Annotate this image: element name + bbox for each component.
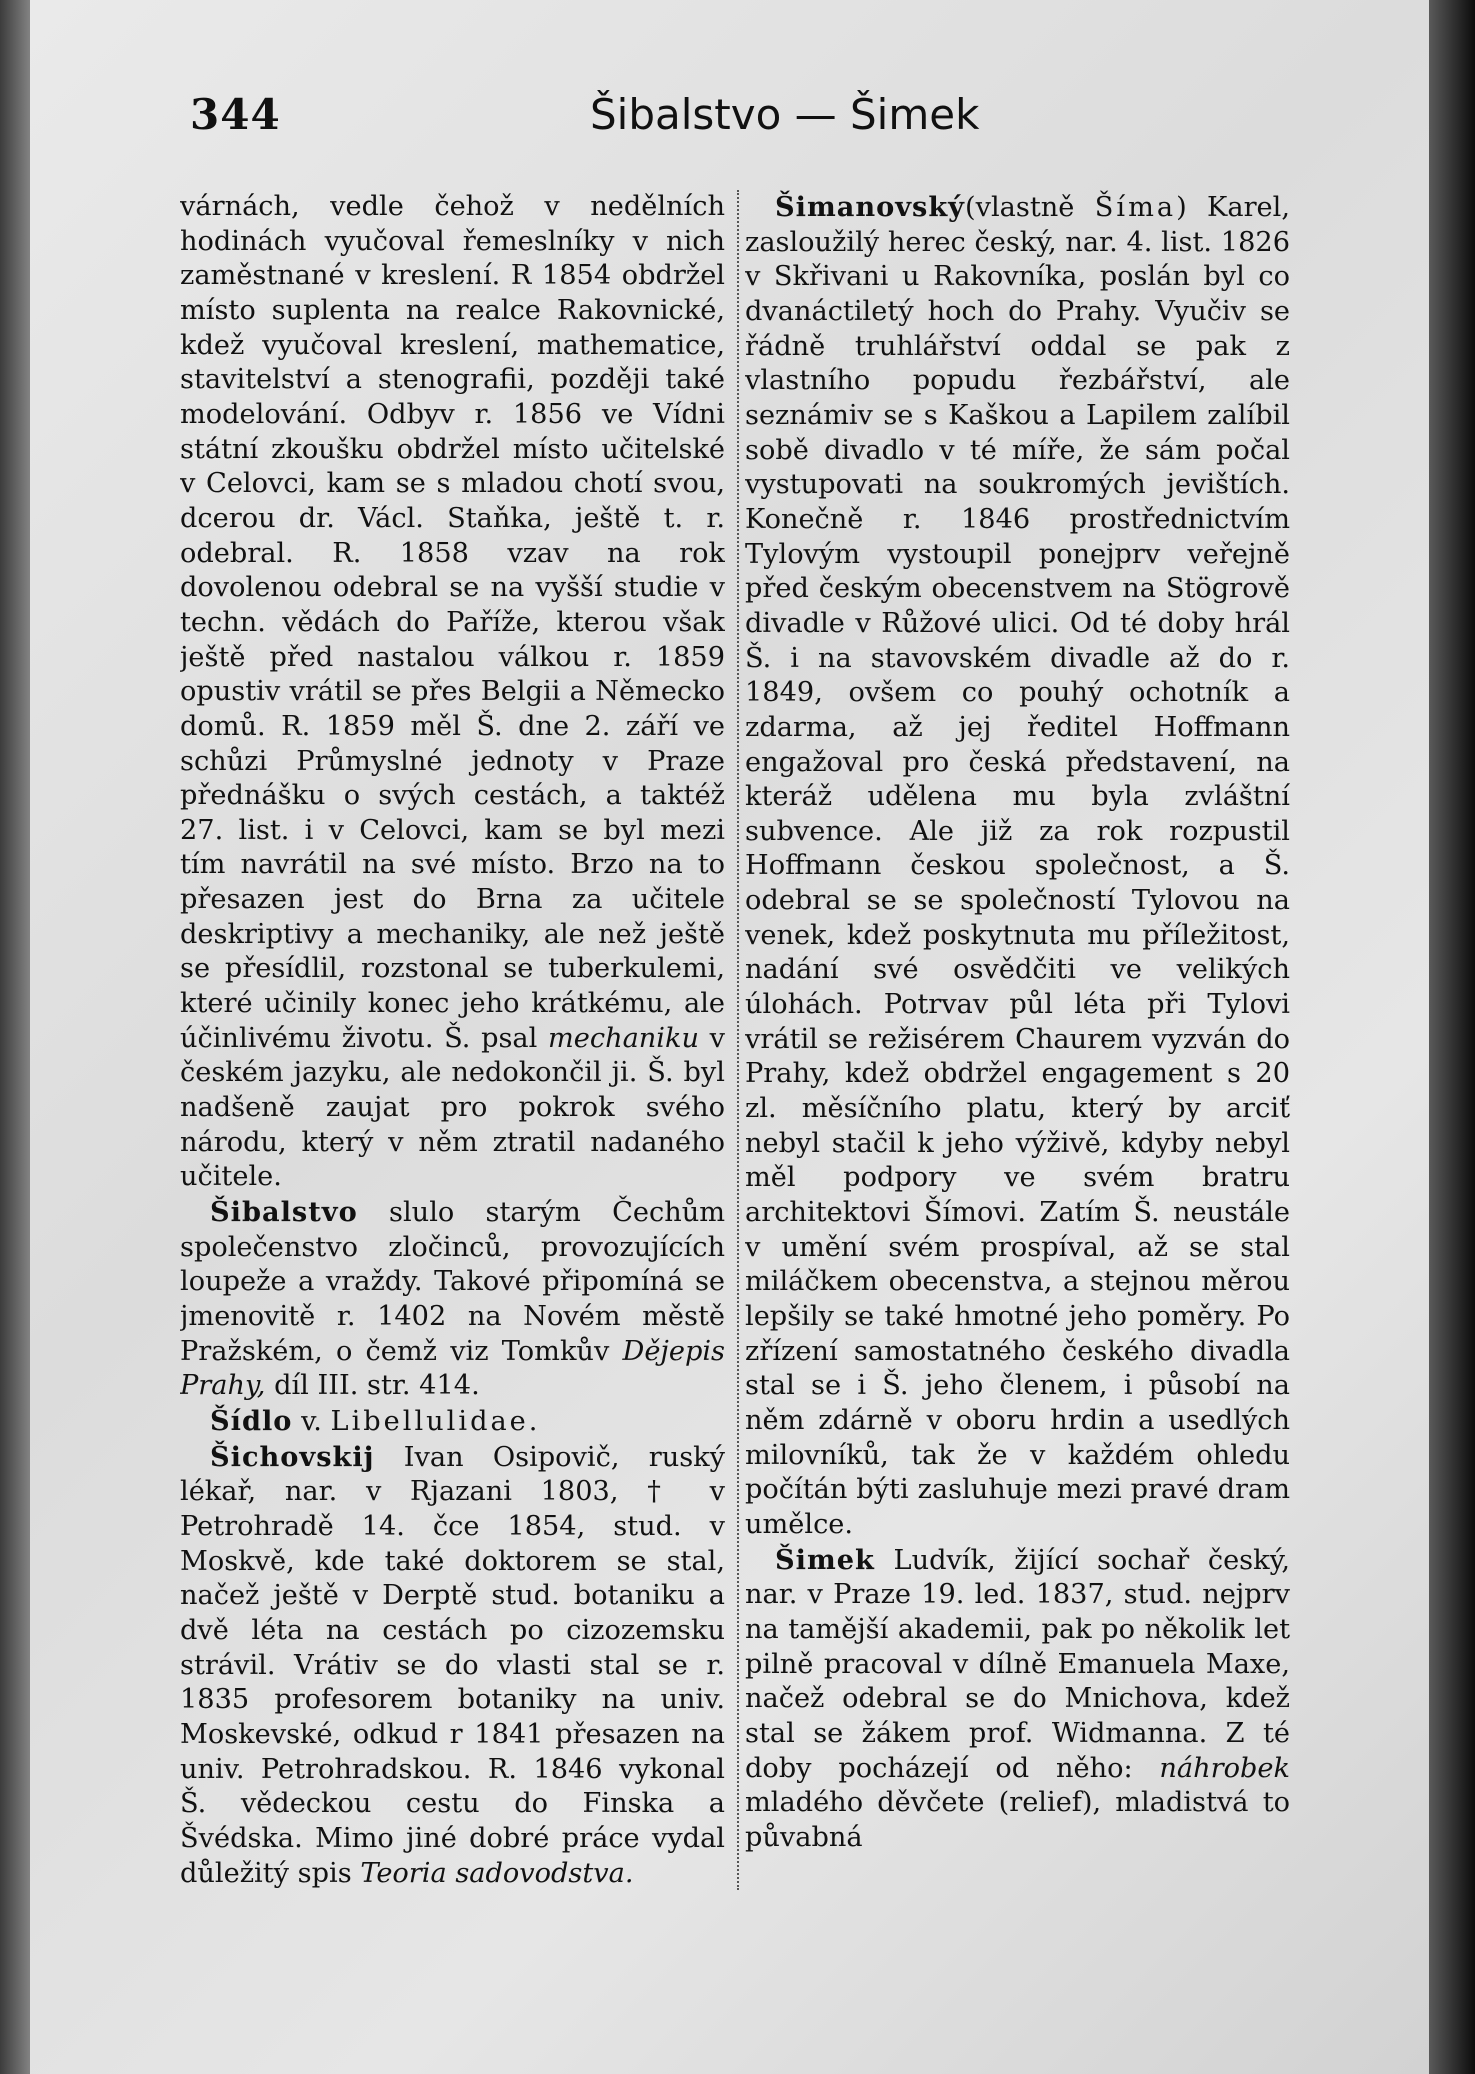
page-header [190,90,1305,160]
headword-sichovskij: Šichovskij [210,1440,375,1473]
entry-sidlo [180,1404,725,1440]
simek-text: Ludvík, žijící sochař český, nar. v Praze 19. led. 1837, stud. nejprv na tamější akademii, pak po několik let pilně pracoval v dílně Emanuela Maxe, načež odebral se do Mnichova, kdež stal se žákem prof. Widmanna. Z té doby pocházejí od něho: [745,1544,1290,1784]
simanovsky-text: ) Karel, zasloužilý herec český, nar. 4. list. 1826 v Skřivani u Rakovníka, poslán byl co dvanáctiletý hoch do Prahy. Vyučiv se řádně truhlářství oddal se pak z vlastního popudu řezbářství, ale seznámiv se s Kaškou a Lapilem zalíbil sobě divadlo v té míře, že sám počal vystupovati na soukromých jevištích. Konečně r. 1846 prostřednictvím Tylovým vystoupil ponejprv veřejně před českým obecenstvem na Stögrově divadle v Růžové ulici. Od té doby hrál Š. i na stavovském divadle až do r. 1849, ovšem co pouhý ochotník a zdarma, až jej ředitel Hoffmann engažoval pro česká představení, na kteráž udělena mu byla zvláštní subvence. Ale již za rok rozpustil Hoffmann českou společnost, a Š. odebral se se společností Tylovou na venek, kdež poskytnuta mu příležitost, nadání své osvědčiti ve velikých úlohách. Potrvav půl léta při Tylovi vrátil se režisérem Chaurem vyzván do Prahy, kdež obdržel engagement s 20 zl. měsíčního platu, který by arciť nebyl stačil k jeho výživě, kdyby nebyl měl podpory ve svém bratru architektovi Šímovi. Zatím Š. neustále v umění svém prospíval, až se stal miláčkem obecenstva, a stejnou měrou lepšily se také hmotné jeho poměry. Po zřízení samostatného českého divadla stal se i Š. jeho členem, i působí na něm zdárně v oboru hrdin a usedlých milovníků, tak že v každém ohledu počítán býti zasluhuje mezi pravé dram umělce. [745,192,1290,1540]
sichovskij-text: Ivan Osipovič, ruský lékař, nar. v Rjazani 1803, † v Petrohradě 14. čce 1854, stud. v Moskvě, kde také doktorem se stal, načež ještě v Derptě stud. botaniku a dvě léta na cestách po cizozemsku strávil. Vrátiv se do vlasti stal se r. 1835 profesorem botaniky na univ. Moskevské, odkud r 1841 přesazen na univ. Petrohradskou. R. 1846 vykonal Š. vědeckou cestu do Finska a Švédska. Mimo jiné dobré práce vydal důležitý spis [180,1441,725,1889]
continuation-text: várnách, vedle čehož v nedělních hodinách vyučoval řemeslníky v nich zaměstnané v kreslení. R 1854 obdržel místo suplenta na realce Rakovnické, kdež vyučoval kreslení, mathematice, stavitelství a stenografii, později také modelování. Odbyv r. 1856 ve Vídni státní zkoušku obdržel místo učitelské v Celovci, kam se s mladou chotí svou, dcerou dr. Václ. Staňka, ještě t. r. odebral. R. 1858 vzav na rok dovolenou odebral se na vyšší studie v techn. vědách do Paříže, kterou však ještě před nastalou válkou r. 1859 opustiv vrátil se přes Belgii a Německo domů. R. 1859 měl Š. dne 2. září ve schůzi Průmyslné jednoty v Praze přednášku o svých cestách, a taktéž 27. list. i v Celovci, kam se byl mezi tím navrátil na své místo. Brzo na to přesazen jest do Brna za učitele deskriptivy a mechaniky, ale než ještě se přesídlil, rozstonal se tuberkulemi, které učinily konec jeho krátkému, ale účinlivému životu. Š. psal [180,191,725,1054]
entry-continuation [180,190,725,1195]
sichovskij-work-title: Teoria sadovodstva. [360,1857,634,1889]
scan-edge-right [1429,0,1475,2074]
entry-sichovskij [180,1440,725,1892]
simek-work-title: náhrobek [1159,1752,1290,1784]
simek-end: mladého děvčete (relief), mladistvá to půvabná [745,1787,1290,1853]
continuation-work-title: mechaniku [547,1022,699,1054]
entry-sibalstvo [180,1195,725,1404]
simanovsky-paren-open: (vlastně [965,192,1075,223]
sibalstvo-end: díl III. str. 414. [274,1370,480,1402]
simanovsky-real-name: Šíma [1094,192,1177,223]
entry-simek [745,1543,1290,1856]
headword-simek: Šimek [775,1543,875,1576]
sibalstvo-work-title: Dějepis Prahy, [180,1335,725,1402]
entry-simanovsky [745,190,1290,1543]
book-page [30,0,1430,2074]
sibalstvo-text: slulo starým Čechům společenstvo zločinců, provozujících loupeže a vraždy. Takové připomíná se jmenovitě r. 1402 na Novém městě Pražském, o čemž viz Tomkův [180,1197,725,1367]
headword-simanovsky: Šimanovský [775,191,965,223]
sidlo-reference: Libellulidae. [330,1405,541,1437]
running-title: Šibalstvo — Šimek [590,90,980,139]
sidlo-see: v. [301,1405,322,1437]
page-number: 344 [190,90,281,139]
headword-sidlo: Šídlo [210,1404,293,1437]
left-column [180,190,725,1910]
column-divider [737,190,739,1890]
continuation-end: v českém jazyku, ale nedokončil ji. Š. byl nadšeně zaujat pro pokrok svého národu, který v něm ztratil nadaného učitele. [180,1022,725,1193]
headword-sibalstvo: Šibalstvo [210,1196,358,1229]
right-column [745,190,1290,1910]
